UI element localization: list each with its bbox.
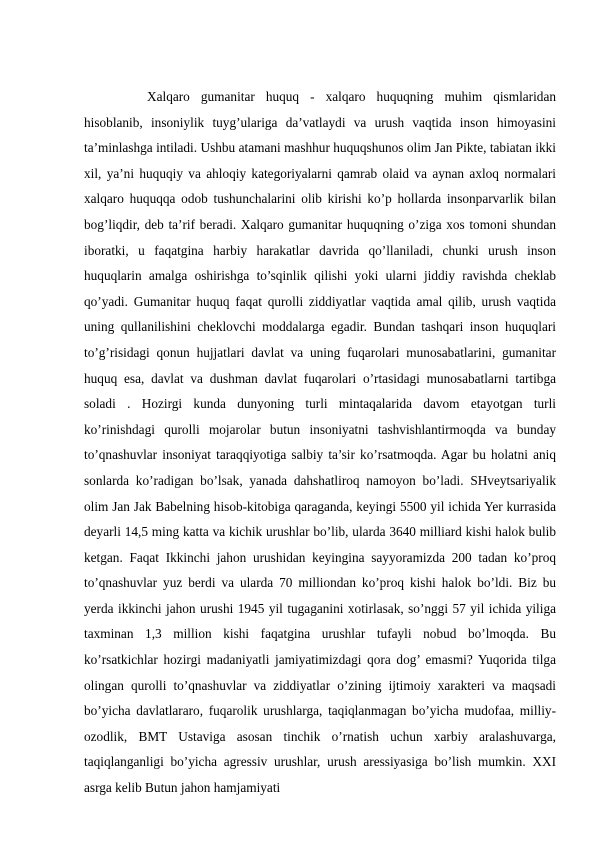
body-paragraph: Xalqaro gumanitar huquq - xalqaro huquqning muhim qismlaridan hisoblanib, insoniylik tuyg’ulariga da’vatlaydi va urush vaqtida inson himoyasini ta’minlashga intiladi. Ushbu atamani mashhur huquqshunos olim Jan Pikte, tabiatan ikki xil, ya’ni huquqiy va ahloqiy kategoriyalarni qamrab olaid va aynan axloq normalari xalqaro huquqqa odob tushunchalarini olib kirishi ko’p hollarda insonparvarlik bilan bog’liqdir, deb ta’rif beradi. Xalqaro gumanitar huquqning o’ziga xos tomoni shundan iboratki, u faqatgina harbiy harakatlar davrida qo’llaniladi, chunki urush inson huquqlarin amalga oshirishga to’sqinlik qilishi yoki ularni jiddiy ravishda cheklab qo’yadi. Gumanitar huquq faqat qurolli ziddiyatlar vaqtida amal qilib, urush vaqtida uning qullanilishini cheklovchi moddalarga egadir. Bundan tashqari inson huquqlari to’g’risidagi qonun hujjatlari davlat va uning fuqarolari munosabatlarini, gumanitar huquq esa, davlat va dushman davlat fuqarolari o’rtasidagi munosabatlarni tartibga soladi . Hozirgi kunda dunyoning turli mintaqalarida davom etayotgan turli ko’rinishdagi qurolli mojarolar butun insoniyatni tashvishlantirmoqda va bunday to’qnashuvlar insoniyat taraqqiyotiga salbiy ta’sir ko’rsatmoqda. Agar bu holatni aniq sonlarda ko’radigan bo’lsak, yanada dahshatliroq namoyon bo’ladi. SHveytsariyalik olim Jan Jak Babelning hisob-kitobiga qaraganda, keyingi 5500 yil ichida Yer kurrasida deyarli 14,5 ming katta va kichik urushlar bo’lib, ularda 3640 milliard kishi halok bulib ketgan. Faqat Ikkinchi jahon urushidan keyingina sayyoramizda 200 tadan ko’proq to’qnashuvlar yuz berdi va ularda 70 milliondan ko’proq kishi halok bo’ldi. Biz bu yerda ikkinchi jahon urushi 1945 yil tugaganini xotirlasak, so’nggi 57 yil ichida yiliga taxminan 1,3 million kishi faqatgina urushlar tufayli nobud bo’lmoqda. Bu ko’rsatkichlar hozirgi madaniyatli jamiyatimizdagi qora dog’ emasmi? Yuqorida tilga olingan qurolli to’qnashuvlar va ziddiyatlar o’zining ijtimoiy xarakteri va maqsadi bo’yicha davlatlararo, fuqarolik urushlarga, taqiqlanmagan bo’yicha mudofaa, milliy-ozodlik, BMT Ustaviga asosan tinchik o’rnatish uchun xarbiy aralashuvarga, taqiqlanganligi bo’yicha agressiv urushlar, urush aressiyasiga bo’lish mumkin. XXI asrga kelib Butun jahon hamjamiyati — [84, 89, 556, 796]
